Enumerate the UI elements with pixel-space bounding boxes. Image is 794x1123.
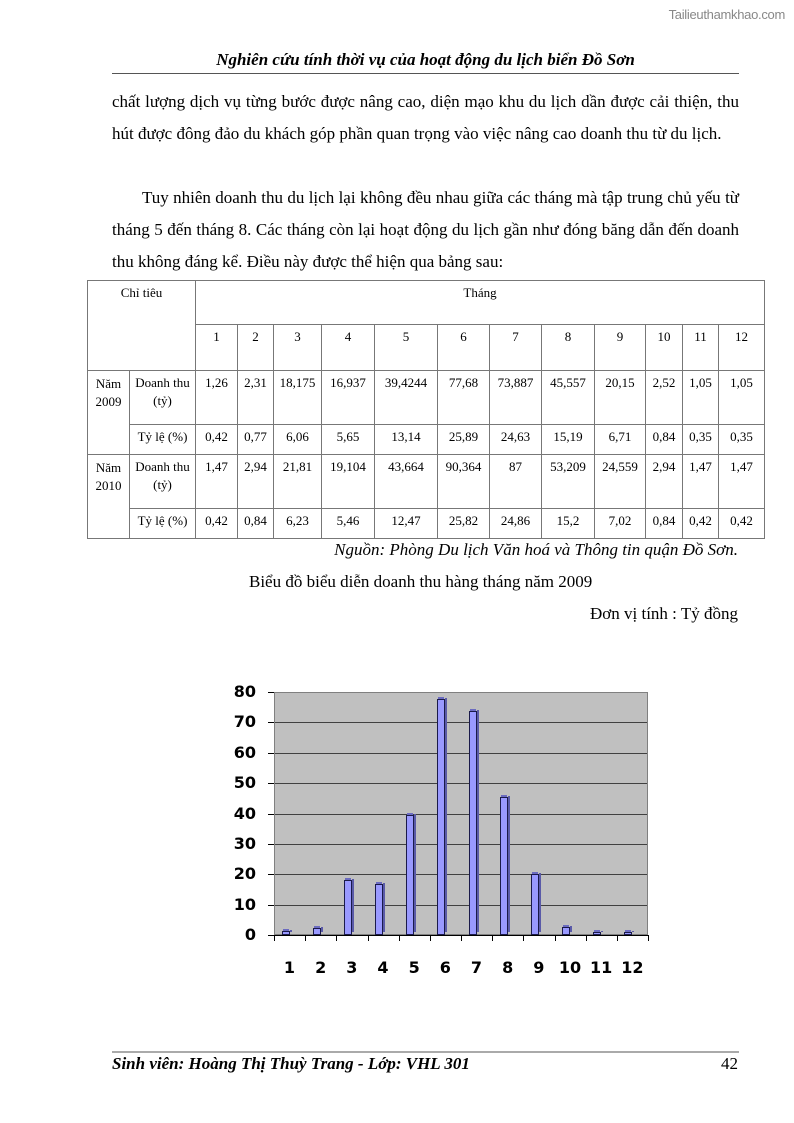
row-label-ratio: Tỷ lệ (%): [130, 425, 196, 455]
table-row-2009-ratio: [88, 425, 765, 455]
table-cell: 2,52: [646, 371, 683, 425]
header-divider: [112, 73, 739, 74]
y-tick-label: 30: [233, 833, 256, 853]
table-cell: 1,47: [719, 455, 765, 509]
body-paragraph-1: chất lượng dịch vụ từng bước được nâng cao, diện mạo khu du lịch dần được cải thiện, thu hút được đông đảo du khách góp phần quan trọng vào việc nâng cao doanh thu từ du lịch.: [112, 92, 739, 143]
x-tick: [336, 935, 337, 941]
table-cell: 0,35: [719, 425, 765, 455]
table-cell: 0,35: [683, 425, 719, 455]
x-tick: [399, 935, 400, 941]
month-header: 4: [322, 325, 375, 371]
gridline: [275, 905, 647, 906]
year-label: Năm 2010: [88, 455, 130, 539]
x-tick: [617, 935, 618, 941]
x-tick: [555, 935, 556, 941]
x-axis: [274, 935, 648, 936]
month-header: 10: [646, 325, 683, 371]
table-cell: 39,4244: [375, 371, 438, 425]
plot-area: [274, 692, 648, 935]
x-tick-label: 12: [621, 958, 644, 977]
table-cell: 5,46: [322, 509, 375, 539]
table-cell: 6,71: [595, 425, 646, 455]
table-cell: 2,94: [646, 455, 683, 509]
y-tick-label: 80: [233, 682, 256, 701]
month-header: 2: [238, 325, 274, 371]
y-tick-label: 70: [233, 712, 256, 732]
table-cell: 7,02: [595, 509, 646, 539]
table-cell: 0,84: [238, 509, 274, 539]
table-cell: 0,42: [719, 509, 765, 539]
month-header: 7: [490, 325, 542, 371]
table-cell: 0,42: [196, 509, 238, 539]
x-tick-label: 11: [590, 958, 613, 977]
page-number: 42: [721, 1054, 738, 1073]
table-row-2010-revenue: [88, 455, 765, 509]
row-label-ratio: Tỷ lệ (%): [130, 509, 196, 539]
month-header: 1: [196, 325, 238, 371]
gridline: [275, 753, 647, 754]
month-header: 5: [375, 325, 438, 371]
row-label-revenue: Doanh thu (tỷ): [130, 455, 196, 509]
table-cell: 77,68: [438, 371, 490, 425]
x-tick: [305, 935, 306, 941]
table-cell: 15,2: [542, 509, 595, 539]
table-cell: 1,05: [683, 371, 719, 425]
y-tick-label: 50: [233, 773, 256, 793]
table-cell: 0,42: [196, 425, 238, 455]
y-tick-label: 0: [244, 925, 256, 944]
gridline: [275, 722, 647, 723]
x-tick: [274, 935, 275, 941]
source-note: Nguồn: Phòng Du lịch Văn hoá và Thông tin quận Đồ Sơn.: [334, 540, 738, 559]
table-cell: 18,175: [274, 371, 322, 425]
x-tick-label: 4: [377, 958, 389, 977]
month-header: 6: [438, 325, 490, 371]
table-cell: 1,05: [719, 371, 765, 425]
table-cell: 25,89: [438, 425, 490, 455]
table-cell: 19,104: [322, 455, 375, 509]
y-tick: [268, 935, 274, 936]
table-cell: 0,84: [646, 425, 683, 455]
month-header: 3: [274, 325, 322, 371]
x-tick-label: 2: [315, 958, 327, 977]
watermark: Tailieuthamkhao.com: [668, 7, 785, 22]
table-cell: 0,77: [238, 425, 274, 455]
x-tick-label: 8: [502, 958, 514, 977]
x-tick: [430, 935, 431, 941]
y-tick-label: 60: [233, 742, 256, 762]
table-cell: 0,42: [683, 509, 719, 539]
table-cell: 24,86: [490, 509, 542, 539]
table-cell: 90,364: [438, 455, 490, 509]
table-cell: 16,937: [322, 371, 375, 425]
table-cell: 24,559: [595, 455, 646, 509]
month-header: 9: [595, 325, 646, 371]
x-tick: [648, 935, 649, 941]
table-cell: 2,94: [238, 455, 274, 509]
body-paragraph-2: Tuy nhiên doanh thu du lịch lại không đều nhau giữa các tháng mà tập trung chủ yếu từ tháng 5 đến tháng 8. Các tháng còn lại hoạt động du lịch gần như đóng băng dẫn đến doanh thu không đáng kể. Điều này được thể hiện qua bảng sau:: [112, 188, 739, 271]
table-cell: 1,47: [196, 455, 238, 509]
row-label-revenue: Doanh thu (tỷ): [130, 371, 196, 425]
table-cell: 0,84: [646, 509, 683, 539]
month-header: 8: [542, 325, 595, 371]
footer-student: Sinh viên: Hoàng Thị Thuỳ Trang - Lớp: VHL 301: [112, 1054, 470, 1073]
table-cell: 45,557: [542, 371, 595, 425]
x-tick-label: 1: [283, 958, 296, 977]
table-cell: 87: [490, 455, 542, 509]
table-cell: 24,63: [490, 425, 542, 455]
table-cell: 53,209: [542, 455, 595, 509]
table-cell: 1,26: [196, 371, 238, 425]
running-header: Nghiên cứu tính thời vụ của hoạt động du lịch biển Đồ Sơn: [216, 50, 635, 69]
x-tick: [586, 935, 587, 941]
gridline: [275, 844, 647, 845]
year-label: Năm 2009: [88, 371, 130, 455]
chart-caption: Biểu đồ biểu diễn doanh thu hàng tháng năm 2009: [249, 572, 593, 591]
x-tick-label: 3: [346, 958, 358, 977]
x-tick: [461, 935, 462, 941]
y-tick-label: 40: [233, 803, 256, 823]
x-tick-label: 9: [533, 958, 545, 977]
gridline: [275, 814, 647, 815]
table-cell: 15,19: [542, 425, 595, 455]
table-cell: 1,47: [683, 455, 719, 509]
x-tick-label: 7: [470, 958, 483, 977]
y-tick-label: 10: [233, 894, 256, 914]
month-header: 11: [683, 325, 719, 371]
x-tick-label: 6: [439, 958, 451, 977]
table-header-row: [88, 281, 765, 325]
table-cell: 13,14: [375, 425, 438, 455]
x-tick: [368, 935, 369, 941]
table-cell: 73,887: [490, 371, 542, 425]
header-month: Tháng: [196, 281, 765, 325]
x-tick: [523, 935, 524, 941]
table-cell: 6,06: [274, 425, 322, 455]
table-cell: 20,15: [595, 371, 646, 425]
table-cell: 6,23: [274, 509, 322, 539]
table-cell: 21,81: [274, 455, 322, 509]
footer-divider: [112, 1051, 739, 1053]
x-tick-label: 5: [408, 958, 420, 977]
gridline: [275, 783, 647, 784]
x-tick: [492, 935, 493, 941]
table-cell: 25,82: [438, 509, 490, 539]
table-cell: 5,65: [322, 425, 375, 455]
table-cell: 43,664: [375, 455, 438, 509]
x-tick-label: 10: [558, 958, 582, 977]
table-row-2010-ratio: [88, 509, 765, 539]
header-indicator: Chỉ tiêu: [88, 281, 196, 371]
table-row-2009-revenue: [88, 371, 765, 425]
unit-note: Đơn vị tính : Tỷ đồng: [590, 604, 738, 623]
revenue-table: [87, 280, 765, 539]
gridline: [275, 874, 647, 875]
month-header: 12: [719, 325, 765, 371]
table-cell: 12,47: [375, 509, 438, 539]
y-tick-label: 20: [233, 864, 256, 884]
table-cell: 2,31: [238, 371, 274, 425]
